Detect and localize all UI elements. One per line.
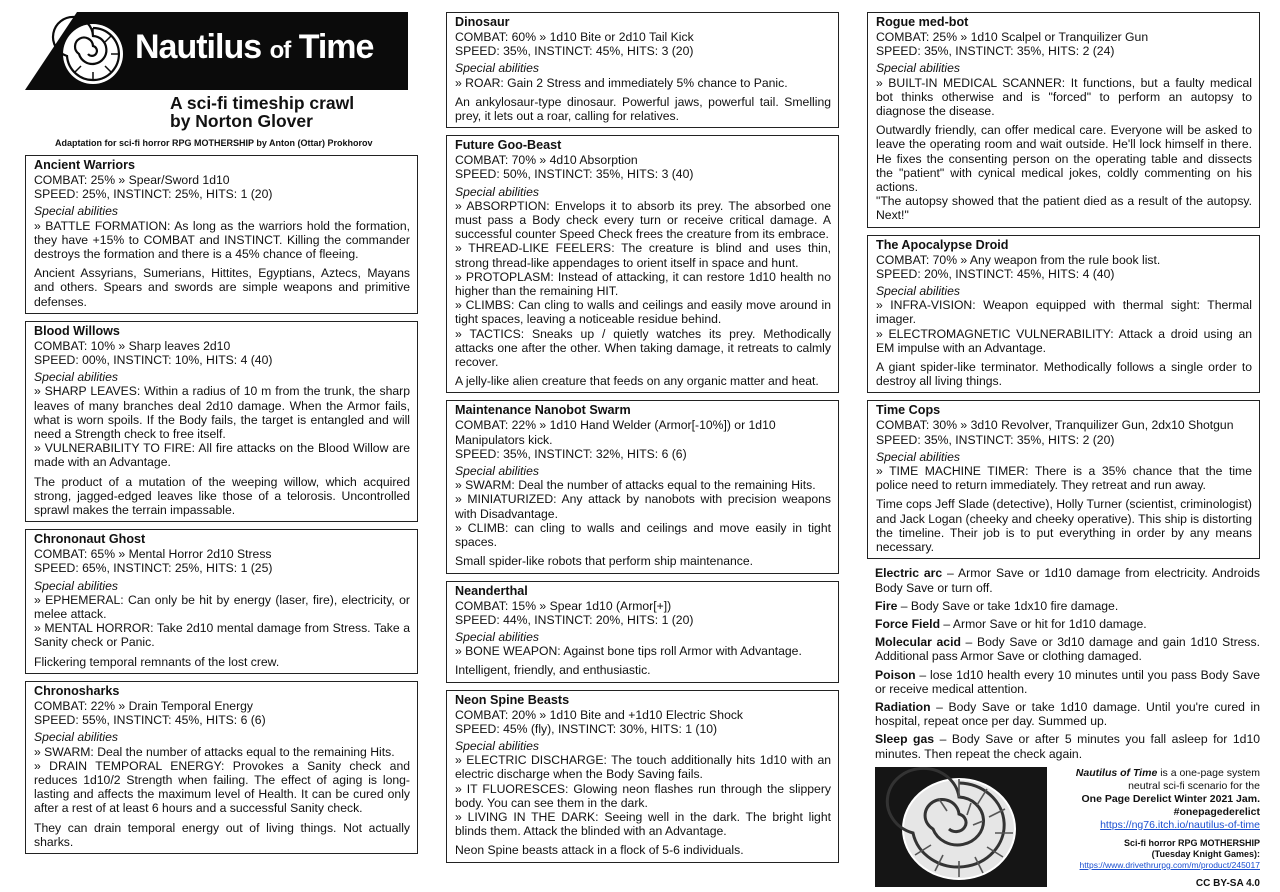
creature-quote: "The autopsy showed that the patient died as a result of the autopsy. Next!" xyxy=(876,194,1252,223)
hazard-text: – Body Save or take 1d10 damage. Until you're cured in hospital, repeat once per day. Summed up. xyxy=(875,699,1260,729)
footer-line-4: Sci-fi horror RPG MOTHERSHIP xyxy=(1123,837,1260,848)
creature-description: Time cops Jeff Slade (detective), Holly Turner (scientist, criminologist) and Jack Logan (cheeky and cheeky operative). This ship is distorting the timeline. Their job is to put everything in order by any means necessary. xyxy=(876,497,1252,555)
creature-name: Ancient Warriors xyxy=(34,158,136,172)
combat-stat: COMBAT: 30% » 3d10 Revolver, Tranquilizer Gun, 2dx10 Shotgun xyxy=(876,418,1234,433)
speed-stat: SPEED: 65%, INSTINCT: 25%, HITS: 1 (25) xyxy=(34,561,273,576)
creature-description: Outwardly friendly, can offer medical care. Everyone will be asked to leave the operating room and wait outside. He'll lock himself in there. He fixes the consenting person on the operating table and dissects the "patient" with cynical medical jokes, coldly commenting on his actions. xyxy=(876,123,1252,195)
creature-card xyxy=(867,235,1260,394)
page-title xyxy=(135,28,373,70)
ability: » INFRA-VISION: Weapon equipped with thermal sight: Thermal imager. xyxy=(876,298,1252,327)
drivethrurpg-link[interactable]: https://www.drivethrurpg.com/m/product/245017 xyxy=(1079,859,1260,870)
creature-card xyxy=(25,529,418,674)
special-abilities-label: Special abilities xyxy=(455,629,540,644)
subtitle xyxy=(170,94,354,130)
creature-name: Chronosharks xyxy=(34,683,120,698)
creature-description: Ancient Assyrians, Sumerians, Hittites, Egyptians, Aztecs, Mayans and others. Spears and swords are simple weapons and primitive defenses. xyxy=(34,266,410,309)
ability: » SWARM: Deal the number of attacks equal to the remaining Hits. xyxy=(34,744,395,759)
creature-description: An ankylosaur-type dinosaur. Powerful jaws, powerful tail. Smelling prey, it lets out a roar, calling for relatives. xyxy=(455,94,831,124)
creature-name: Blood Willows xyxy=(34,323,120,338)
speed-stat: SPEED: 35%, INSTINCT: 35%, HITS: 2 (20) xyxy=(876,432,1115,447)
speed-stat: SPEED: 50%, INSTINCT: 35%, HITS: 3 (40) xyxy=(455,167,694,182)
title-of: of xyxy=(269,37,291,64)
hazard-term: Fire xyxy=(875,598,898,613)
creature-description: Small spider-like robots that perform ship maintenance. xyxy=(455,554,754,569)
footer-line-3: One Page Derelict Winter 2021 Jam. xyxy=(1081,792,1260,805)
column-2 xyxy=(446,12,839,870)
hazard-item xyxy=(875,617,1260,631)
ability: » BUILT-IN MEDICAL SCANNER: It functions, but a faulty medical bot thinks otherwise and is "forced" to perform an autopsy to diagnose the disease. xyxy=(876,75,1252,119)
combat-stat: COMBAT: 25% » 1d10 Scalpel or Tranquilizer Gun xyxy=(876,30,1149,44)
creature-card xyxy=(25,321,418,522)
creature-name: Maintenance Nanobot Swarm xyxy=(455,403,631,418)
column-3 xyxy=(867,12,1260,892)
ability: » ABSORPTION: Envelops it to absorb its prey. The absorbed one must pass a Body check every turn or receive critical damage. A successful counter Speed Check frees the creature from its embrace. xyxy=(455,198,831,242)
combat-stat: COMBAT: 22% » Drain Temporal Energy xyxy=(34,698,254,713)
header xyxy=(25,12,418,155)
hazard-text: – Body Save or after 5 minutes you fall asleep for 1d10 minutes. Then repeat the check again. xyxy=(875,732,1261,761)
creature-description: A giant spider-like terminator. Methodically follows a single order to destroy all living things. xyxy=(876,360,1252,389)
footer-line-5: (Tuesday Knight Games): xyxy=(1151,848,1260,859)
ability: » THREAD-LIKE FEELERS: The creature is blind and uses thin, strong thread-like appendages to orient itself in space and hunt. xyxy=(455,241,831,270)
combat-stat: COMBAT: 10% » Sharp leaves 2d10 xyxy=(34,338,231,353)
speed-stat: SPEED: 44%, INSTINCT: 20%, HITS: 1 (20) xyxy=(455,612,694,627)
subtitle-line-1: A sci-fi timeship crawl xyxy=(170,93,355,113)
column-1 xyxy=(25,12,418,861)
hazard-item xyxy=(875,700,1260,728)
about-info xyxy=(1050,767,1260,890)
itch-link[interactable]: https://ng76.itch.io/nautilus-of-time xyxy=(1100,818,1260,831)
creature-card xyxy=(446,135,839,393)
creature-name: Rogue med-bot xyxy=(876,15,969,29)
hazard-term: Sleep gas xyxy=(875,732,935,747)
creature-card xyxy=(25,155,418,314)
combat-stat: COMBAT: 22% » 1d10 Hand Welder (Armor[-10%]) or 1d10 Manipulators kick. xyxy=(455,418,776,447)
hazard-term: Molecular acid xyxy=(875,635,961,650)
title-banner xyxy=(25,12,408,90)
special-abilities-label: Special abilities xyxy=(34,204,119,219)
title-end: Time xyxy=(298,28,374,66)
speed-stat: SPEED: 00%, INSTINCT: 10%, HITS: 4 (40) xyxy=(34,353,273,368)
ability: » LIVING IN THE DARK: Seeing well in the dark. The bright light blinds them. Attack the blinded with an Advantage. xyxy=(455,809,831,839)
special-abilities-label: Special abilities xyxy=(34,730,119,745)
hazard-item xyxy=(875,599,1260,613)
creature-card xyxy=(25,681,418,854)
creature-name: Future Goo-Beast xyxy=(455,138,562,153)
combat-stat: COMBAT: 20% » 1d10 Bite and +1d10 Electric Shock xyxy=(455,707,744,722)
ability: » BATTLE FORMATION: As long as the warriors hold the formation, they have +15% to COMBAT and INSTINCT. Killing the commander destroys the formation and there is a 45% chance of fleeing. xyxy=(34,218,410,262)
combat-stat: COMBAT: 25% » Spear/Sword 1d10 xyxy=(34,173,230,187)
creature-description: A jelly-like alien creature that feeds on any organic matter and heat. xyxy=(455,374,819,389)
creature-card xyxy=(446,690,839,863)
ability: » SHARP LEAVES: Within a radius of 10 m from the trunk, the sharp leaves of many branches deal 2d10 damage. When the Armor fails, what is worn spoils. If the Body fails, the target is entangled and will need a Strength check to free itself. xyxy=(34,384,410,442)
speed-stat: SPEED: 35%, INSTINCT: 45%, HITS: 3 (20) xyxy=(455,44,694,59)
creature-card xyxy=(867,12,1260,228)
ability: » IT FLUORESCES: Glowing neon flashes run through the slippery body. You can see them in the dark. xyxy=(455,781,831,810)
combat-stat: COMBAT: 70% » 4d10 Absorption xyxy=(455,153,638,168)
ability: » DRAIN TEMPORAL ENERGY: Provokes a Sanity check and reduces 1d10/2 Strength when failing. The effect of aging is long-lasting and affects the maximum level of Health. It can be cured only after a rest of at least 6 hours and a successful Sanity check. xyxy=(34,758,410,816)
special-abilities-label: Special abilities xyxy=(455,61,540,76)
hazard-term: Electric arc xyxy=(875,566,943,581)
adaptation-credit: Adaptation for sci-fi horror RPG MOTHERSHIP by Anton (Ottar) Prokhorov xyxy=(55,138,373,148)
creature-card xyxy=(446,581,839,683)
speed-stat: SPEED: 45% (fly), INSTINCT: 30%, HITS: 1 (10) xyxy=(455,721,718,736)
combat-stat: COMBAT: 65% » Mental Horror 2d10 Stress xyxy=(34,547,272,562)
hazard-text: – Armor Save or 1d10 damage from electricity. Androids Body Save or turn off. xyxy=(875,566,1260,595)
creature-name: Chrononaut Ghost xyxy=(34,532,146,547)
hazard-text: – lose 1d10 health every 10 minutes until you pass Body Save or receive medical attention. xyxy=(875,667,1260,696)
creature-description: Intelligent, friendly, and enthusiastic. xyxy=(455,663,651,678)
creature-description: Neon Spine beasts attack in a flock of 5-6 individuals. xyxy=(455,843,744,858)
special-abilities-label: Special abilities xyxy=(876,449,961,464)
ability: » CLIMB: can cling to walls and ceilings and move easily in tight spaces. xyxy=(455,520,831,550)
combat-stat: COMBAT: 70% » Any weapon from the rule book list. xyxy=(876,252,1161,267)
speed-stat: SPEED: 35%, INSTINCT: 32%, HITS: 6 (6) xyxy=(455,446,687,461)
hazard-item xyxy=(875,732,1260,760)
special-abilities-label: Special abilities xyxy=(34,370,119,385)
hazard-text: – Armor Save or hit for 1d10 damage. xyxy=(940,616,1147,631)
special-abilities-label: Special abilities xyxy=(455,464,540,479)
hazard-term: Radiation xyxy=(875,699,931,714)
license: CC BY-SA 4.0 xyxy=(1195,877,1260,889)
creature-card xyxy=(867,400,1260,559)
nautilus-shell-icon xyxy=(875,767,1047,887)
hazard-term: Force Field xyxy=(875,616,941,631)
creature-description: They can drain temporal energy out of living things. Not actually sharks. xyxy=(34,820,410,849)
special-abilities-label: Special abilities xyxy=(876,61,961,76)
hazard-text: – Body Save or take 1dx10 fire damage. xyxy=(897,598,1119,613)
special-abilities-label: Special abilities xyxy=(455,184,540,199)
hazard-item xyxy=(875,635,1260,663)
combat-stat: COMBAT: 60% » 1d10 Bite or 2d10 Tail Kick xyxy=(455,30,694,44)
speed-stat: SPEED: 25%, INSTINCT: 25%, HITS: 1 (20) xyxy=(34,187,273,202)
creature-name: Dinosaur xyxy=(455,15,510,29)
title-main: Nautilus xyxy=(135,28,262,66)
footer-hashtag: #onepagederelict xyxy=(1173,805,1260,818)
ability: » EPHEMERAL: Can only be hit by energy (laser, fire), electricity, or melee attack. xyxy=(34,592,410,622)
footer-line-2: neutral sci-fi scenario for the xyxy=(1128,779,1260,792)
ability: » ROAR: Gain 2 Stress and immediately 5% chance to Panic. xyxy=(455,75,788,90)
ability: » SWARM: Deal the number of attacks equal to the remaining Hits. xyxy=(455,478,816,493)
creature-name: Neanderthal xyxy=(455,583,528,598)
hazards-list xyxy=(867,566,1260,760)
ability: » ELECTROMAGNETIC VULNERABILITY: Attack a droid using an EM impulse with an Advantage. xyxy=(876,326,1252,355)
special-abilities-label: Special abilities xyxy=(455,738,540,753)
ability: » TACTICS: Sneaks up / quietly watches its prey. Methodically attacks one after the other. When taking damage, it retreats to calmly recover. xyxy=(455,326,831,370)
footer xyxy=(867,767,1260,892)
hazard-item xyxy=(875,566,1260,594)
hazard-item xyxy=(875,668,1260,696)
hazard-text: – Body Save or 3d10 damage and gain 1d10 Stress. Additional pass Armor Save or clothing damaged. xyxy=(875,635,1260,664)
footer-line-1: is a one-page system xyxy=(1157,766,1260,779)
ability: » MINIATURIZED: Any attack by nanobots with precision weapons with Disadvantage. xyxy=(455,492,831,521)
creature-description: Flickering temporal remnants of the lost crew. xyxy=(34,654,280,669)
speed-stat: SPEED: 35%, INSTINCT: 35%, HITS: 2 (24) xyxy=(876,44,1115,59)
creature-card xyxy=(446,400,839,573)
creature-name: The Apocalypse Droid xyxy=(876,237,1009,252)
creature-description: The product of a mutation of the weeping willow, which acquired strong, jagged-edged leaves like those of a telorosis. Uncontrolled sprawl makes the terrain impassable. xyxy=(34,474,410,518)
ability: » ELECTRIC DISCHARGE: The touch additionally hits 1d10 with an electric discharge when the Body Saving fails. xyxy=(455,753,831,782)
ability: » CLIMBS: Can cling to walls and ceilings and easily move around in tight spaces, leaving a noticeable residue behind. xyxy=(455,298,831,327)
ability: » VULNERABILITY TO FIRE: All fire attacks on the Blood Willow are made with an Advantage. xyxy=(34,441,410,470)
combat-stat: COMBAT: 15% » Spear 1d10 (Armor[+]) xyxy=(455,598,672,613)
ability: » TIME MACHINE TIMER: There is a 35% chance that the time police need to return immediately. They retreat and run away. xyxy=(876,464,1252,493)
creature-card xyxy=(446,12,839,128)
special-abilities-label: Special abilities xyxy=(34,578,119,593)
footer-title: Nautilus of Time xyxy=(1075,766,1158,779)
special-abilities-label: Special abilities xyxy=(876,284,961,299)
ability: » MENTAL HORROR: Take 2d10 mental damage from Stress. Take a Sanity check or Panic. xyxy=(34,621,410,650)
subtitle-line-2: by Norton Glover xyxy=(170,111,313,131)
creature-name: Neon Spine Beasts xyxy=(455,692,570,707)
speed-stat: SPEED: 20%, INSTINCT: 45%, HITS: 4 (40) xyxy=(876,266,1115,281)
hazard-term: Poison xyxy=(875,667,916,682)
ability: » PROTOPLASM: Instead of attacking, it can restore 1d10 health no higher than the remaining HIT. xyxy=(455,269,831,299)
speed-stat: SPEED: 55%, INSTINCT: 45%, HITS: 6 (6) xyxy=(34,713,266,728)
ability: » BONE WEAPON: Against bone tips roll Armor with Advantage. xyxy=(455,644,802,659)
creature-name: Time Cops xyxy=(876,403,941,418)
